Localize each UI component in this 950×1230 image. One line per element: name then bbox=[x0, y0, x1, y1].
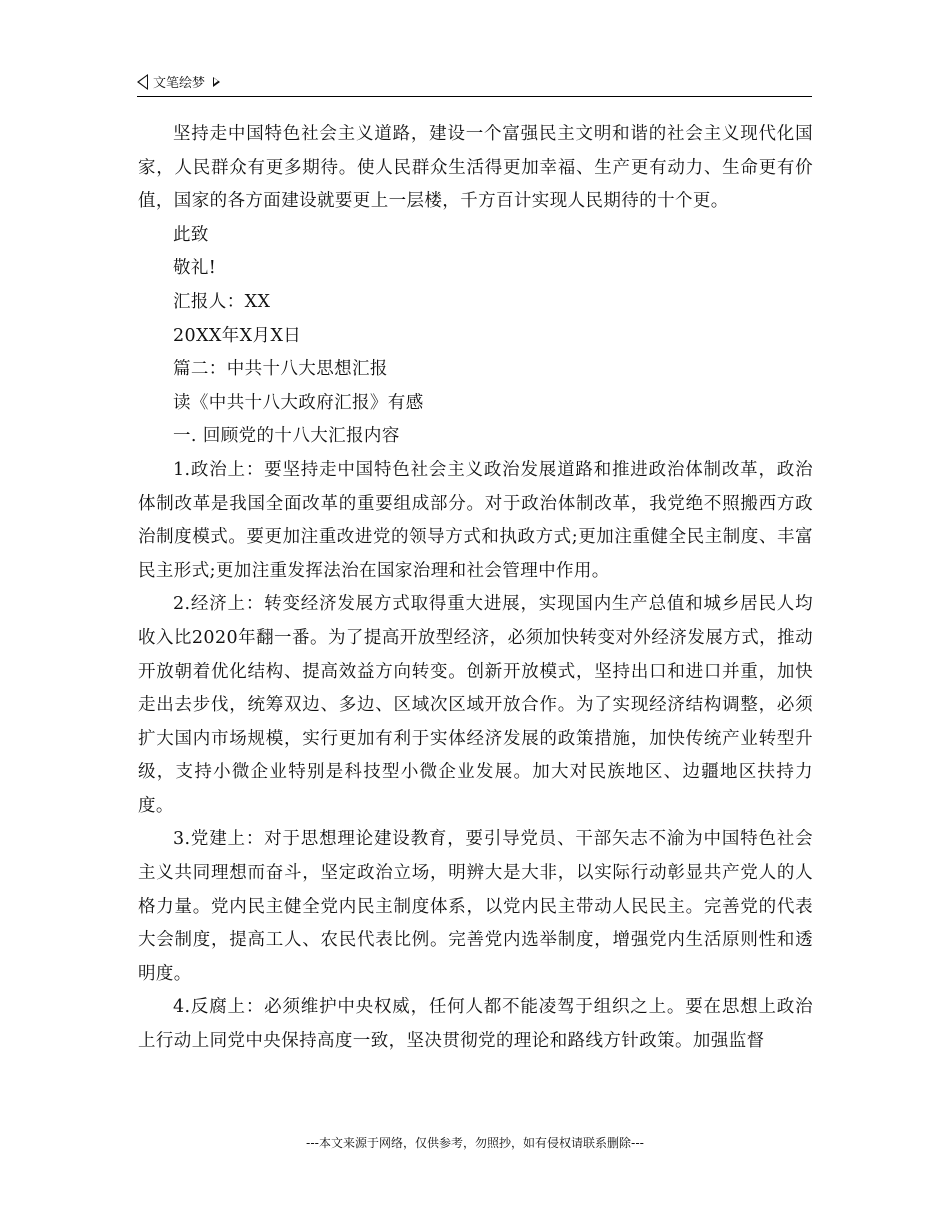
paragraph: 一. 回顾党的十八大汇报内容 bbox=[173, 426, 400, 447]
footer-disclaimer: ---本文来源于网络，仅供参考，勿照抄，如有侵权请联系删除--- bbox=[306, 1136, 644, 1150]
paragraph: 汇报人：XX bbox=[173, 291, 271, 312]
paragraph: 此致 bbox=[173, 224, 209, 245]
paragraph: 3.党建上：对于思想理论建设教育，要引导党员、干部矢志不渝为中国特色社会主义共同理想而奋斗，坚定政治立场，明辨大是大非，以实际行动彰显共产党人的人格力量。党内民主健全党内民主制度体系，以党内民主带动人民民主。完善党的代表大会制度，提高工人、农民代表比例。完善党内选举制度，增强党内生活原则性和透明度。 bbox=[138, 829, 813, 984]
triangle-left-icon bbox=[137, 74, 148, 90]
page-header bbox=[137, 70, 812, 97]
paragraph: 篇二：中共十八大思想汇报 bbox=[173, 359, 388, 380]
brand bbox=[137, 72, 220, 91]
triangle-right-icon bbox=[213, 77, 220, 87]
paragraph: 20XX年X月X日 bbox=[173, 325, 302, 346]
paragraph: 敬礼! bbox=[173, 258, 217, 279]
paragraph: 4.反腐上：必须维护中央权威，任何人都不能凌驾于组织之上。要在思想上政治上行动上同党中央保持高度一致，坚决贯彻党的理论和路线方针政策。加强监督 bbox=[138, 997, 813, 1052]
paragraph: 读《中共十八大政府汇报》有感 bbox=[173, 392, 424, 413]
brand-label: 文笔绘梦 bbox=[153, 76, 206, 91]
document-body bbox=[138, 118, 813, 1059]
paragraph: 2.经济上：转变经济发展方式取得重大进展，实现国内生产总值和城乡居民人均收入比2020年翻一番。为了提高开放型经济，必须加快转变对外经济发展方式，推动开放朝着优化结构、提高效益方向转变。创新开放模式，坚持出口和进口并重，加快走出去步伐，统筹双边、多边、区域次区域开放合作。为了实现经济结构调整，必须扩大国内市场规模，实行更加有利于实体经济发展的政策措施，加快传统产业转型升级，支持小微企业特别是科技型小微企业发展。加大对民族地区、边疆地区扶持力度。 bbox=[138, 594, 813, 816]
paragraph: 1.政治上：要坚持走中国特色社会主义政治发展道路和推进政治体制改革，政治体制改革是我国全面改革的重要组成部分。对于政治体制改革，我党绝不照搬西方政治制度模式。要更加注重改进党的领导方式和执政方式;更加注重健全民主制度、丰富民主形式;更加注重发挥法治在国家治理和社会管理中作用。 bbox=[138, 459, 813, 581]
paragraph: 坚持走中国特色社会主义道路，建设一个富强民主文明和谐的社会主义现代化国家，人民群众有更多期待。使人民群众生活得更加幸福、生产更有动力、生命更有价值，国家的各方面建设就要更上一层楼，千方百计实现人民期待的十个更。 bbox=[138, 124, 813, 212]
